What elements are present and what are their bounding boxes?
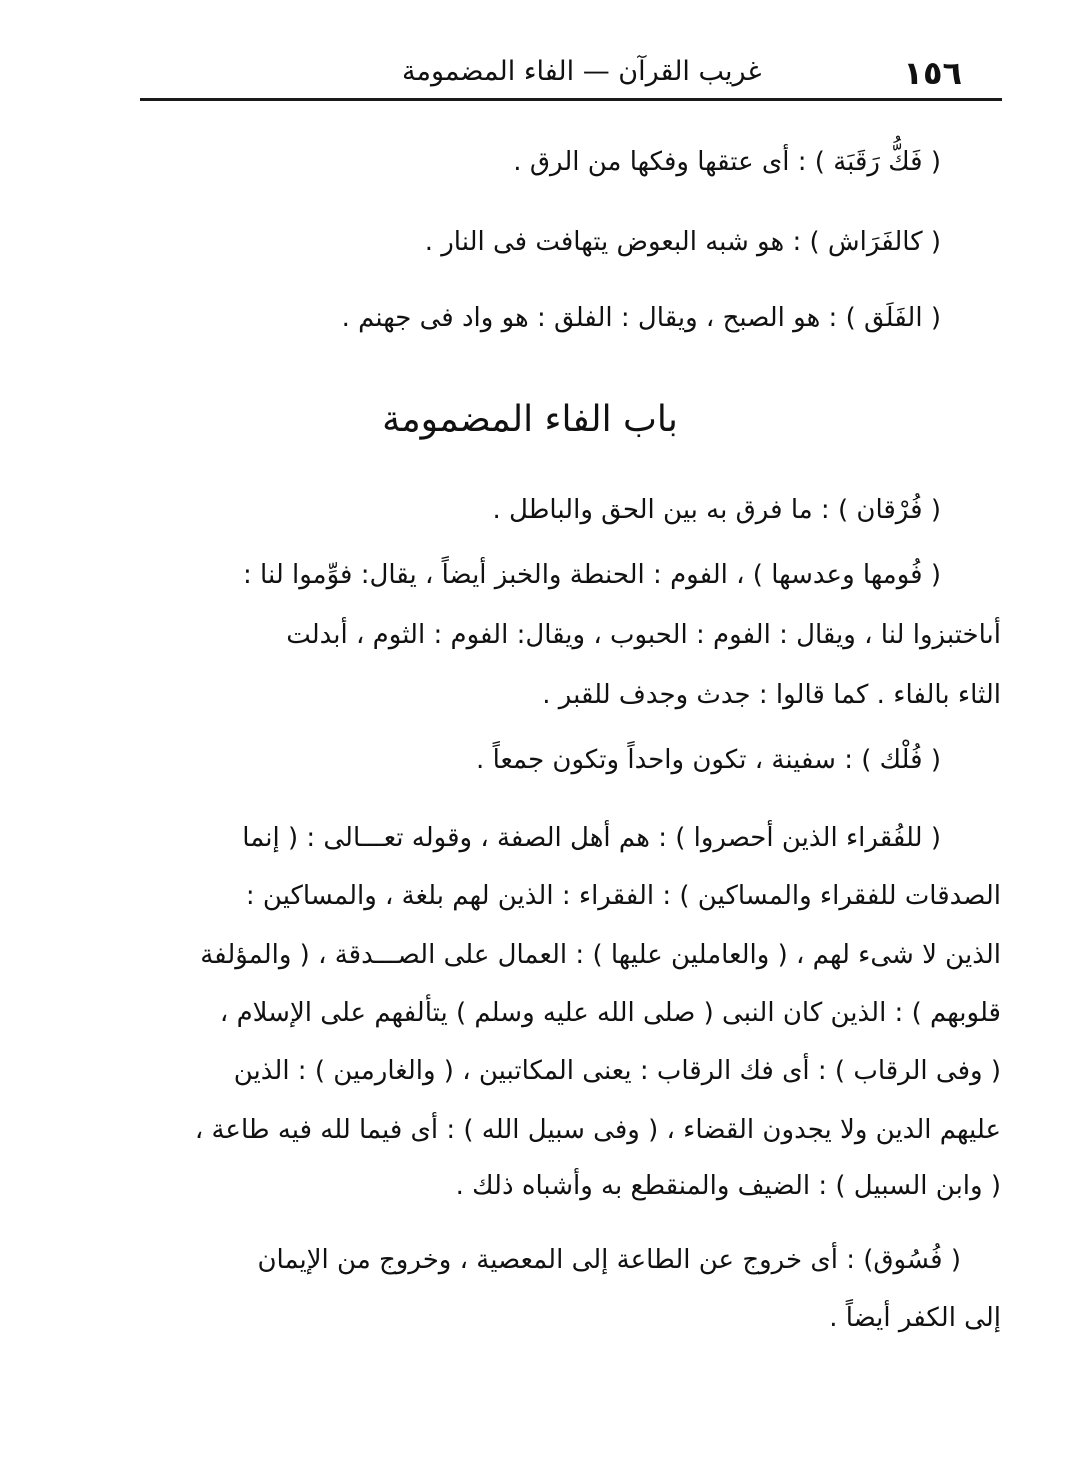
entry-line: ( فُومها وعدسها ) ، الفوم : الحنطة والخبز أيضاً ، يقال: فوِّموا لنا : [243,560,941,590]
entry-line: إلى الكفر أيضاً . [829,1303,1001,1333]
page-number: ١٥٦ [903,54,962,92]
entry-line: الثاء بالفاء . كما قالوا : جدث وجدف للقبر . [542,680,1001,710]
entry-line: ( وابن السبيل ) : الضيف والمنقطع به وأشباه ذلك . [455,1171,1001,1201]
entry-line: ( كالفَرَاش ) : هو شبه البعوض يتهافت فى النار . [424,227,941,257]
page-header [140,50,1002,98]
entry-line: ( الفَلَق ) : هو الصبح ، ويقال : الفلق : هو واد فى جهنم . [341,303,941,333]
entry-line: ( وفى الرقاب ) : أى فك الرقاب : يعنى المكاتبين ، ( والغارمين ) : الذين [233,1056,1001,1086]
entry-line: أىاختبزوا لنا ، ويقال : الفوم : الحبوب ، ويقال: الفوم : الثوم ، أبدلت [286,620,1001,650]
entry-line: عليهم الدين ولا يجدون القضاء ، ( وفى سبيل الله ) : أى فيما لله فيه طاعة ، [194,1115,1001,1145]
running-title: غريب القرآن — الفاء المضمومة [402,56,762,87]
entry-line: الصدقات للفقراء والمساكين ) : الفقراء : الذين لهم بلغة ، والمساكين : [245,881,1001,911]
entry-line: ( فُلْك ) : سفينة ، تكون واحداً وتكون جمعاً . [476,745,941,775]
entry-line: ( فُرْقان ) : ما فرق به بين الحق والباطل . [492,495,941,525]
entry-line: ( فُسُوق) : أى خروج عن الطاعة إلى المعصية ، وخروج من الإيمان [257,1245,961,1275]
entry-line: ( للفُقراء الذين أحصروا ) : هم أهل الصفة ، وقوله تعـــالى : ( إنما [242,823,941,853]
header-rule [140,98,1002,101]
entry-line: قلوبهم ) : الذين كان النبى ( صلى الله عليه وسلم ) يتألفهم على الإسلام ، [219,998,1001,1028]
entry-line: الذين لا شىء لهم ، ( والعاملين عليها ) : العمال على الصـــدقة ، ( والمؤلفة [200,940,1001,970]
entry-line: ( فَكُّ رَقَبَة ) : أى عتقها وفكها من الرق . [513,147,941,177]
section-heading: باب الفاء المضمومة [382,399,678,440]
